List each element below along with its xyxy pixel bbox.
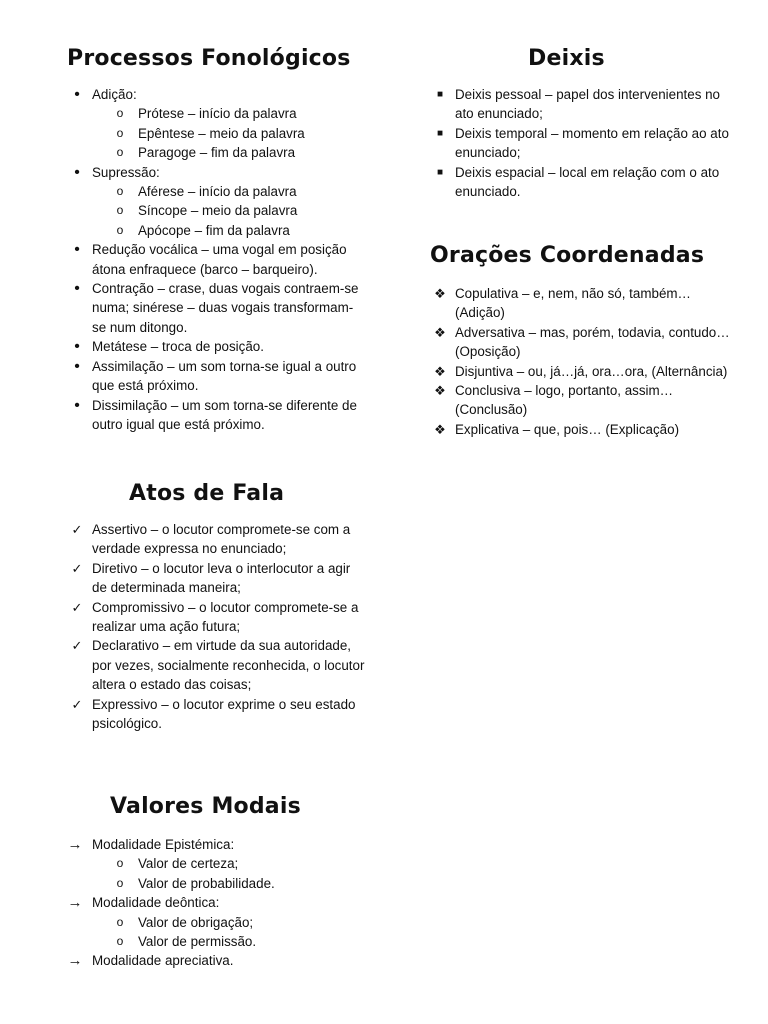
list-item-text: Copulativa – e, nem, não só, também… (Adição) [455,286,691,321]
diamond-bullet-icon: ❖ [434,324,446,340]
list-item-text: Compromissivo – o locutor compromete-se a realizar uma ação futura; [92,599,359,635]
list-item-text: Modalidade Epistémica: [92,837,235,852]
sub-list-item [92,932,367,951]
sub-list-item [92,104,367,123]
list-item-text: Dissimilação – um som torna-se diferente de outro igual que está próximo. [92,397,357,432]
section-oracoes-coordenadas [430,243,730,439]
section-title: Orações Coordenadas [430,243,705,268]
list-item-text: Explicativa – que, pois… (Explicação) [455,421,680,437]
square-bullet-icon: ■ [436,127,444,139]
bullet-icon: • [74,357,80,375]
oracoes-list [430,284,730,439]
list-item [67,163,367,241]
circle-bullet-icon: o [116,125,124,140]
list-item [67,240,367,279]
sub-item-text: Epêntese – meio da palavra [138,125,305,141]
list-item-text: Deixis espacial – local em relação com o ato enunciado. [455,164,720,200]
bullet-icon: • [74,86,80,103]
list-item [67,85,367,163]
sub-list-item [92,201,367,220]
list-item-text: Expressivo – o locutor exprime o seu estado psicológico. [92,696,356,732]
diamond-bullet-icon: ❖ [434,421,446,437]
list-item [67,357,367,396]
valores-list [67,835,367,971]
list-item-text: Declarativo – em virtude da sua autoridade, por vezes, socialmente reconhecida, o locutor altera o estado das coisas; [92,638,365,693]
list-item-text: Assimilação – um som torna-se igual a outro que está próximo. [92,358,357,394]
list-item [67,559,367,598]
section-deixis [430,46,730,201]
list-item-text: Metátese – troca de posição. [92,339,264,355]
list-item-text: Conclusiva – logo, portanto, assim… (Conclusão) [455,383,674,418]
circle-bullet-icon: o [116,875,124,890]
list-item-text: Assertivo – o locutor compromete-se com a verdade expressa no enunciado; [92,522,351,557]
circle-bullet-icon: o [116,203,124,218]
square-bullet-icon: ■ [436,89,444,100]
sub-item-text: Valor de probabilidade. [138,875,275,891]
bullet-icon: • [74,241,80,259]
sub-list-item [92,221,367,240]
sub-list-item [92,874,367,893]
list-item [67,279,367,337]
square-bullet-icon: ■ [436,166,444,178]
atos-list [67,520,367,733]
sub-item-text: Valor de certeza; [138,856,239,872]
checkmark-icon: ✓ [71,522,83,537]
list-item [430,124,730,163]
bullet-icon: • [74,163,80,181]
sub-item-text: Valor de obrigação; [138,914,254,930]
list-item [67,337,367,356]
sub-item-text: Prótese – início da palavra [138,106,297,122]
list-item [430,163,730,202]
list-item [67,598,367,637]
checkmark-icon: ✓ [71,696,83,712]
circle-bullet-icon: o [116,914,124,929]
bullet-icon: • [74,280,80,298]
list-item-text: Redução vocálica – uma vogal em posição átona enfraquece (barco – barqueiro). [92,242,347,277]
list-item-text: Contração – crase, duas vogais contraem-se numa; sinérese – duas vogais transformam-se num ditongo. [92,281,359,335]
sub-item-text: Paragoge – fim da palavra [138,145,296,161]
sub-list-item [92,854,367,873]
circle-bullet-icon: o [116,184,124,199]
sub-item-text: Síncope – meio da palavra [138,203,298,219]
deixis-list [430,85,730,201]
circle-bullet-icon: o [116,106,124,121]
arrow-right-icon: → [67,952,83,970]
list-item [67,396,367,435]
section-processos-fonologicos [67,46,367,434]
list-item [67,835,367,893]
checkmark-icon: ✓ [71,599,83,615]
checkmark-icon: ✓ [71,560,83,576]
list-item-text: Deixis temporal – momento em relação ao ato enunciado; [455,125,729,161]
list-item [67,520,367,559]
list-item [430,323,730,362]
sub-list-item [92,143,367,162]
list-item-text: Supressão: [92,164,160,180]
sub-list-item [92,124,367,143]
section-title: Atos de Fala [129,481,285,506]
bullet-icon: • [74,338,80,356]
bullet-icon: • [74,396,80,414]
fonologicos-list [67,85,367,434]
list-item-text: Modalidade apreciativa. [92,953,234,969]
arrow-right-icon: → [67,894,83,912]
sub-item-text: Valor de permissão. [138,934,257,950]
sub-list-item [92,913,367,932]
arrow-right-icon: → [67,836,83,853]
circle-bullet-icon: o [116,145,124,160]
list-item [430,362,730,381]
sub-list-item [92,182,367,201]
section-title: Deixis [528,46,605,71]
checkmark-icon: ✓ [71,638,83,654]
list-item [430,85,730,124]
diamond-bullet-icon: ❖ [434,363,446,379]
list-item-text: Deixis pessoal – papel dos intervenientes no ato enunciado; [455,87,721,122]
sub-item-text: Apócope – fim da palavra [138,222,290,238]
diamond-bullet-icon: ❖ [434,286,446,301]
section-valores-modais [67,794,367,971]
list-item-text: Diretivo – o locutor leva o interlocutor a agir de determinada maneira; [92,560,351,596]
list-item-text: Adversativa – mas, porém, todavia, contudo… (Oposição) [455,324,730,360]
list-item [67,636,367,694]
list-item [430,381,730,420]
list-item-text: Modalidade deôntica: [92,895,220,911]
list-item [67,695,367,734]
list-item-text: Disjuntiva – ou, já…já, ora…ora, (Alternância) [455,363,728,379]
list-item [430,284,730,323]
list-item-text: Adição: [92,87,137,102]
sub-item-text: Aférese – início da palavra [138,184,297,200]
circle-bullet-icon: o [116,934,124,949]
list-item [67,893,367,951]
section-title: Valores Modais [110,794,301,819]
section-atos-de-fala [67,481,367,733]
list-item [67,951,367,970]
section-title: Processos Fonológicos [67,46,351,71]
circle-bullet-icon: o [116,222,124,237]
circle-bullet-icon: o [116,856,124,871]
diamond-bullet-icon: ❖ [434,383,446,399]
list-item [430,420,730,439]
